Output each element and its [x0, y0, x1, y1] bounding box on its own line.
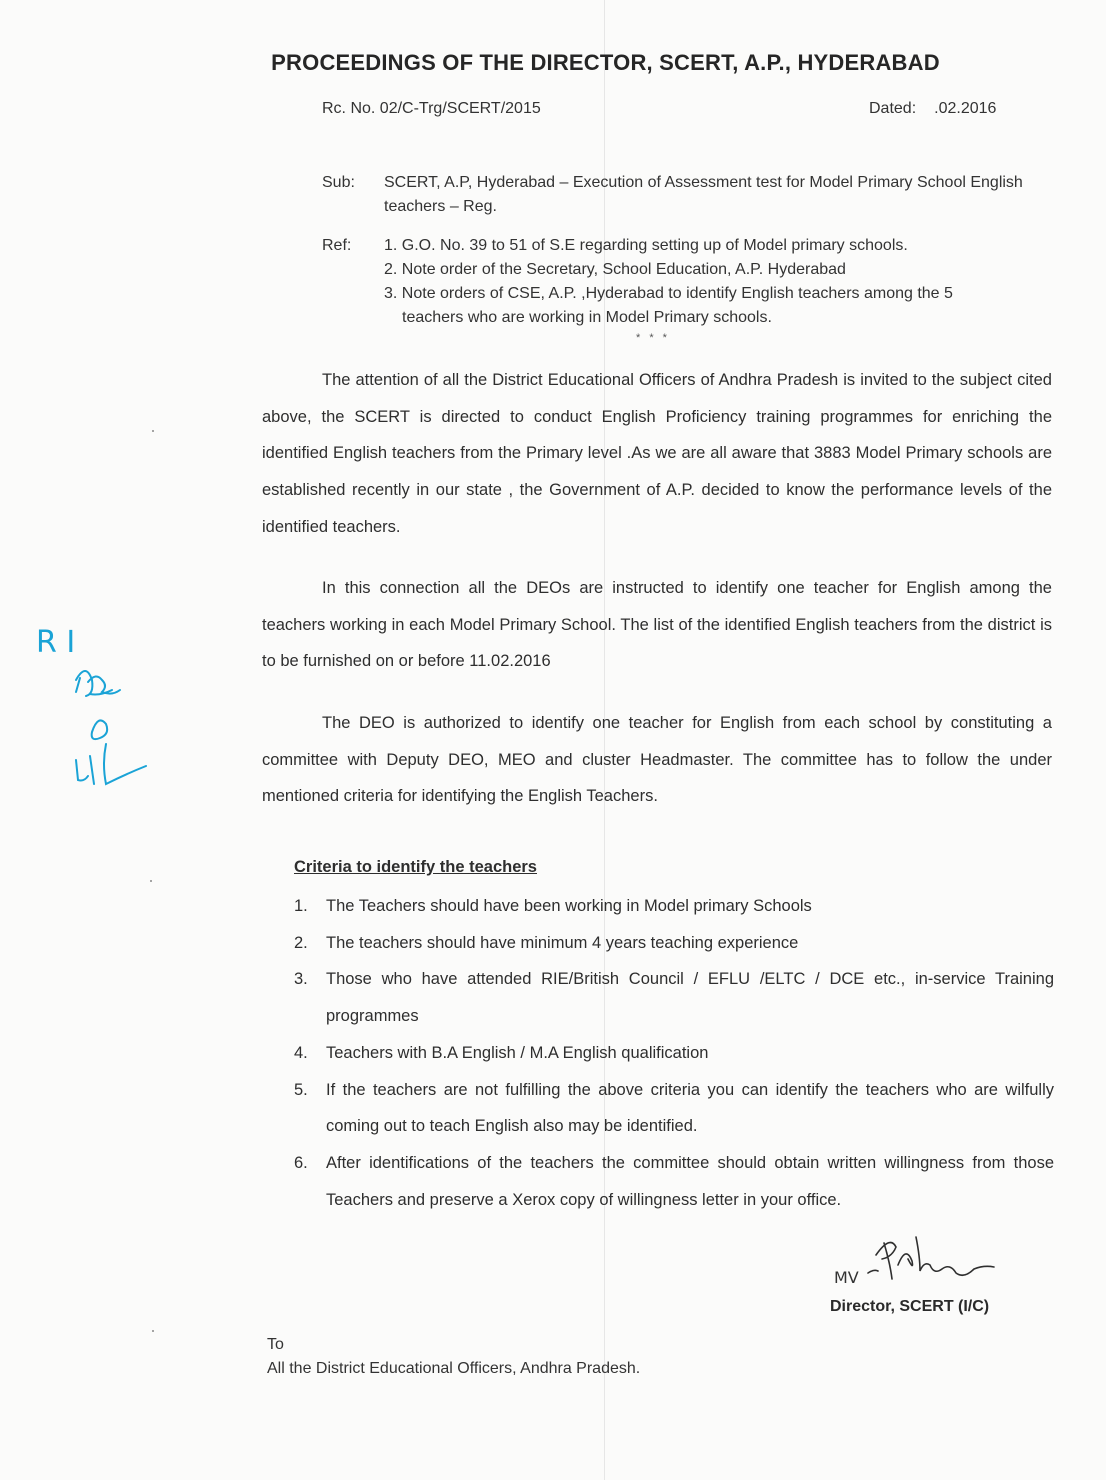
- criteria-text: Those who have attended RIE/British Council / EFLU /ELTC / DCE etc., in-service Training programmes: [326, 970, 1054, 1026]
- subject-label: Sub:: [322, 174, 355, 191]
- annotation-text: R I: [36, 625, 76, 660]
- scan-speck: [152, 1330, 154, 1332]
- signatory-designation: Director, SCERT (I/C): [830, 1298, 990, 1315]
- signature-initials: MV: [834, 1268, 859, 1287]
- annotation-image: [30, 610, 180, 830]
- criteria-number: 2.: [294, 933, 308, 952]
- criteria-text: Teachers with B.A English / M.A English qualification: [326, 1043, 709, 1062]
- criteria-item: [294, 1072, 1054, 1145]
- date-label: Dated:: [869, 100, 917, 117]
- reference-item-continued: teachers who are working in Model Primary schools.: [402, 309, 772, 326]
- handwritten-annotation: [30, 610, 180, 835]
- criteria-list: [294, 888, 1054, 1218]
- criteria-number: 1.: [294, 897, 308, 915]
- criteria-text: If the teachers are not fulfilling the above criteria you can identify the teachers who are wilfully coming out to teach English also may be identified.: [326, 1080, 1054, 1136]
- subject-text: SCERT, A.P, Hyderabad – Execution of Assessment test for Model Primary School English teachers – Reg.: [384, 174, 1023, 215]
- reference-number: Rc. No. 02/C-Trg/SCERT/2015: [322, 100, 541, 117]
- date-line: [869, 100, 996, 118]
- criteria-number: 3.: [294, 970, 308, 989]
- scan-speck: [152, 430, 154, 432]
- document-title: PROCEEDINGS OF THE DIRECTOR, SCERT, A.P., HYDERABAD: [271, 50, 940, 75]
- signature-image: [828, 1225, 1028, 1295]
- criteria-item: [294, 1035, 1054, 1072]
- criteria-text: The teachers should have minimum 4 years teaching experience: [326, 933, 799, 952]
- criteria-item: [294, 925, 1054, 962]
- criteria-number: 6.: [294, 1153, 308, 1172]
- reference-item: 1. G.O. No. 39 to 51 of S.E regarding setting up of Model primary schools.: [384, 237, 908, 254]
- director-signature: [828, 1225, 1028, 1300]
- scan-speck: [150, 880, 152, 882]
- criteria-title: Criteria to identify the teachers: [294, 858, 537, 876]
- reference-label: Ref:: [322, 237, 352, 254]
- reference-item: 2. Note order of the Secretary, School Education, A.P. Hyderabad: [384, 261, 846, 278]
- criteria-item: [294, 1145, 1054, 1218]
- date-value: .02.2016: [934, 100, 997, 117]
- criteria-text: After identifications of the teachers the committee should obtain written willingness from those Teachers and preserve a Xerox copy of willingness letter in your office.: [326, 1153, 1054, 1209]
- criteria-number: 5.: [294, 1080, 308, 1099]
- body-paragraph-2: In this connection all the DEOs are instructed to identify one teacher for English among the teachers working in each Model Primary School. The list of the identified English teachers from the district is to be furnished on or before 11.02.2016: [262, 579, 1052, 671]
- criteria-item: [294, 961, 1054, 1034]
- body-paragraph-3: The DEO is authorized to identify one teacher for English from each school by constituting a committee with Deputy DEO, MEO and cluster Headmaster. The committee has to follow the under mentioned criteria for identifying the English Teachers.: [262, 714, 1052, 806]
- criteria-number: 4.: [294, 1043, 308, 1062]
- to-label: To: [267, 1336, 284, 1353]
- reference-item: 3. Note orders of CSE, A.P. ,Hyderabad to identify English teachers among the 5: [384, 285, 953, 302]
- section-separator: * * *: [636, 332, 670, 344]
- body-paragraph-1: The attention of all the District Educational Officers of Andhra Pradesh is invited to the subject cited above, the SCERT is directed to conduct English Proficiency training programmes for enriching the identified English teachers from the Primary level .As we are all aware that 3883 Model Primary schools are established recently in our state , the Government of A.P. decided to know the performance levels of the identified teachers.: [262, 371, 1052, 536]
- criteria-item: [294, 888, 1054, 925]
- recipient-text: All the District Educational Officers, Andhra Pradesh.: [267, 1360, 641, 1377]
- criteria-text: The Teachers should have been working in Model primary Schools: [326, 897, 812, 915]
